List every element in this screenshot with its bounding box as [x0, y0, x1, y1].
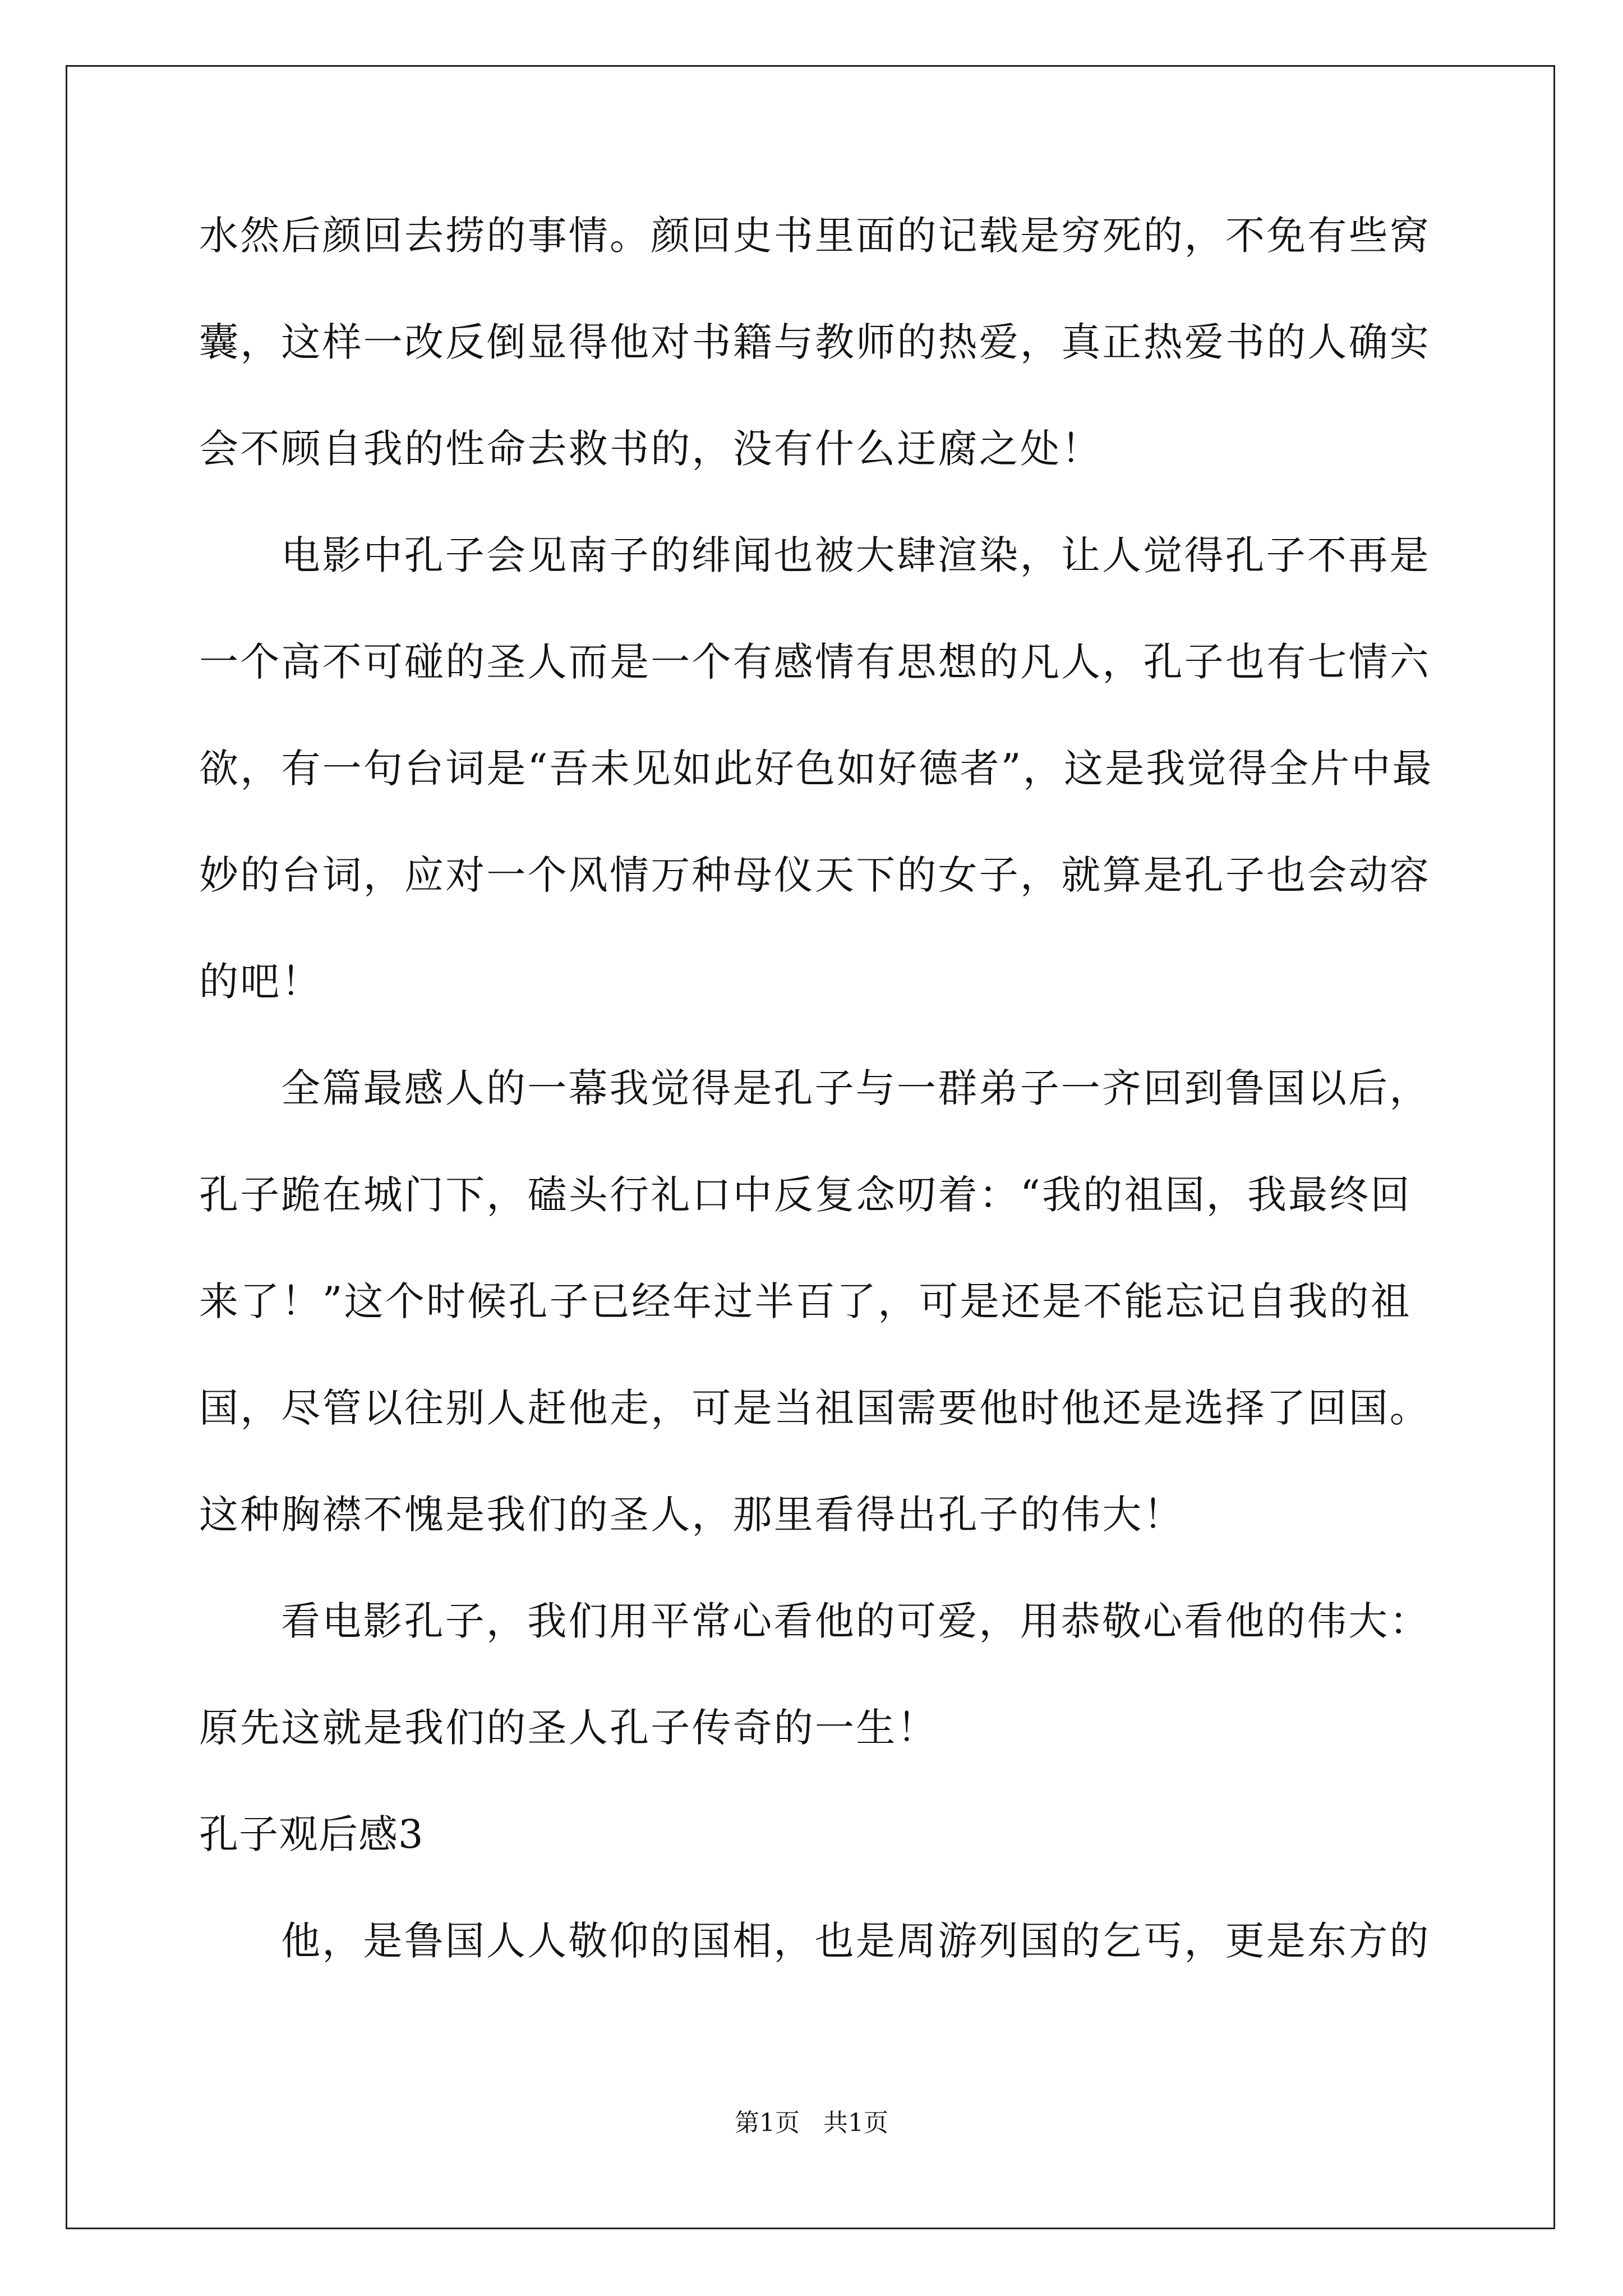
text-line: 孔子跪在城门下，磕头行礼口中反复念叨着：“我的祖国，我最终回: [199, 1172, 1412, 1218]
paragraph-start-line: 他，是鲁国人人敬仰的国相，也是周游列国的乞丐，更是东方的: [281, 1918, 1431, 1964]
paragraph-start-line: 看电影孔子，我们用平常心看他的可爱，用恭敬心看他的伟大：: [281, 1598, 1431, 1644]
text-line: 欲，有一句台词是“吾未见如此好色如好德者”，这是我觉得全片中最: [199, 746, 1433, 792]
text-line: 一个高不可碰的圣人而是一个有感情有思想的凡人，孔子也有七情六: [199, 639, 1431, 685]
text-line: 国，尽管以往别人赶他走，可是当祖国需要他时他还是选择了回国。: [199, 1385, 1431, 1431]
paragraph-start-line: 电影中孔子会见南子的绯闻也被大肆渲染，让人觉得孔子不再是: [281, 532, 1431, 578]
text-line: 囊，这样一改反倒显得他对书籍与教师的热爱，真正热爱书的人确实: [199, 319, 1431, 365]
text-line: 水然后颜回去捞的事情。颜回史书里面的记载是穷死的，不免有些窝: [199, 213, 1431, 259]
paragraph-start-line: 全篇最感人的一幕我觉得是孔子与一群弟子一齐回到鲁国以后，: [281, 1065, 1431, 1111]
text-line: 这种胸襟不愧是我们的圣人，那里看得出孔子的伟大！: [199, 1492, 1184, 1538]
text-line: 会不顾自我的性命去救书的，没有什么迂腐之处！: [199, 426, 1103, 472]
page-number-footer: 第1页 共1页: [735, 2109, 888, 2137]
text-line: 的吧！: [199, 959, 322, 1005]
text-line: 来了！”这个时候孔子已经年过半百了，可是还是不能忘记自我的祖: [199, 1278, 1412, 1324]
section-heading: 孔子观后感3: [199, 1811, 424, 1857]
text-line: 原先这就是我们的圣人孔子传奇的一生！: [199, 1705, 938, 1751]
text-line: 妙的台词，应对一个风情万种母仪天下的女子，就算是孔子也会动容: [199, 852, 1431, 898]
